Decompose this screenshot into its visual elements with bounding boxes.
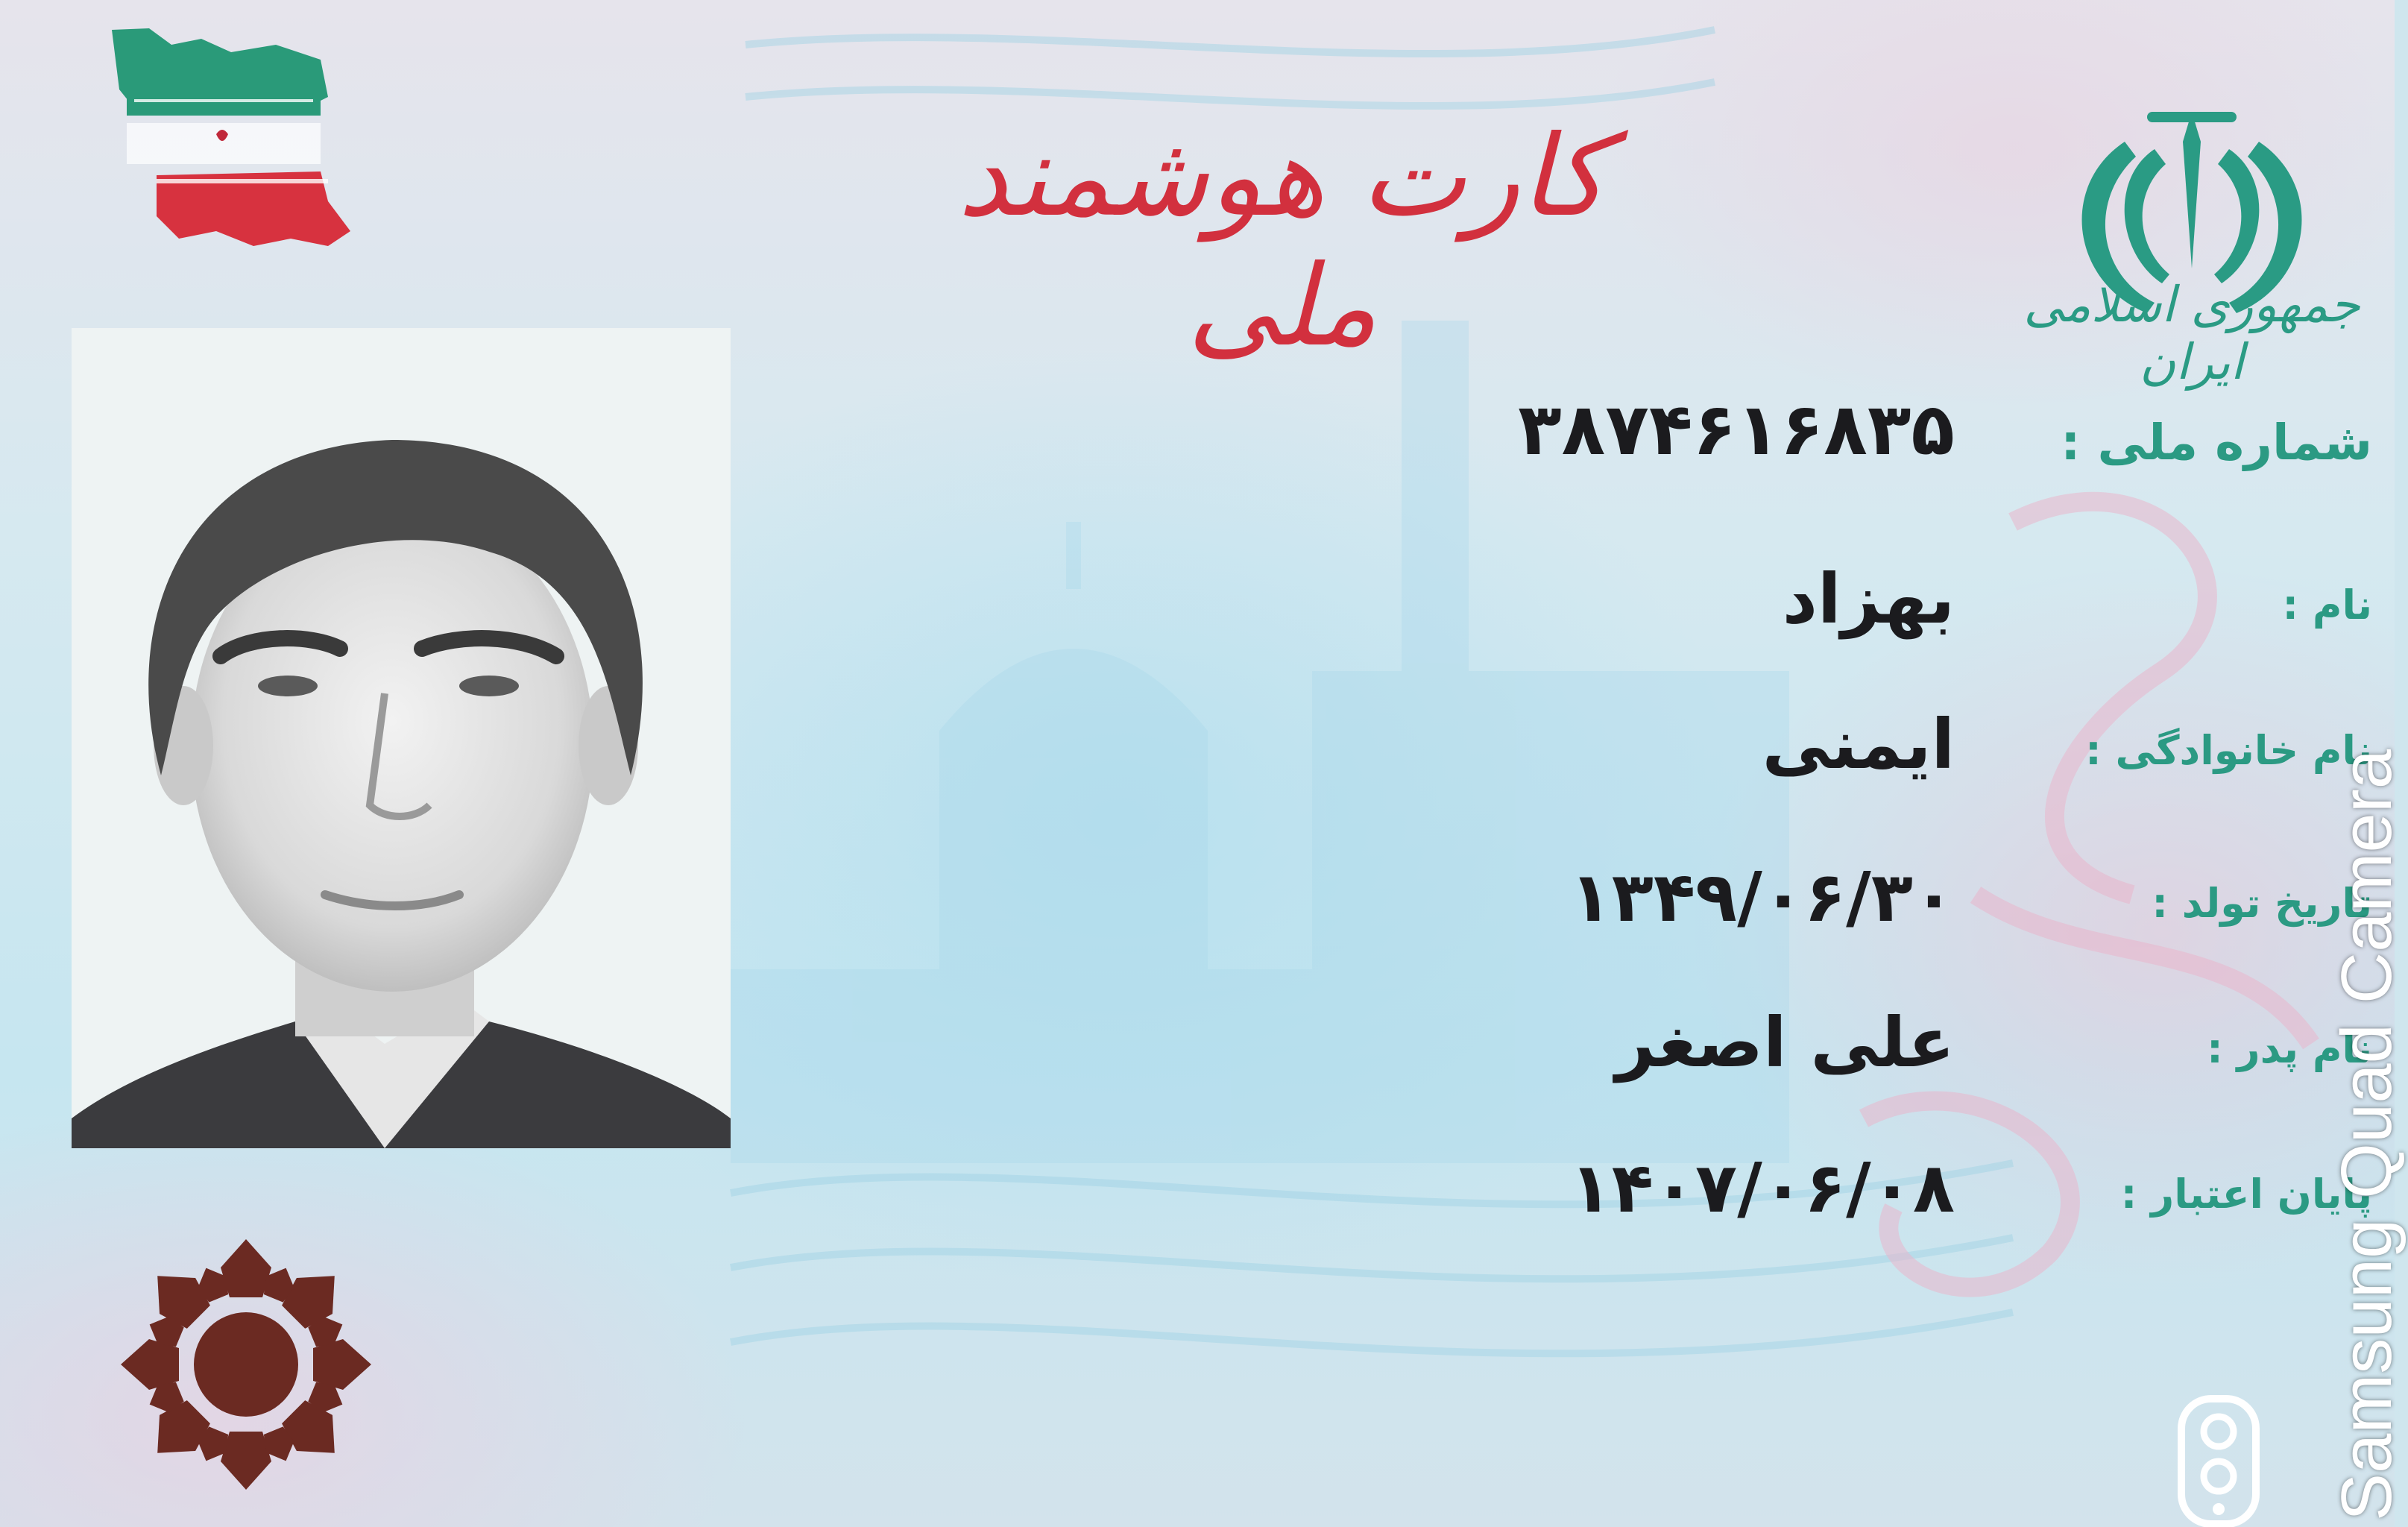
holder-photo xyxy=(72,328,731,1148)
card-title: کارت هوشمند ملی xyxy=(957,112,1607,371)
value-national-id: ۳۸۷۴۶۱۶۸۳۵ xyxy=(1518,388,1955,471)
label-last-name: نام خانوادگی : xyxy=(2085,727,2372,774)
value-expiry-date: ۱۴۰۷/۰۶/۰۸ xyxy=(1569,1148,1955,1228)
label-first-name: نام : xyxy=(2282,582,2372,629)
label-expiry-date: پایان اعتبار : xyxy=(2120,1171,2372,1218)
label-father-name: نام پدر : xyxy=(2207,1025,2372,1072)
value-first-name: بهزاد xyxy=(1782,559,1955,639)
value-last-name: ایمنی xyxy=(1762,705,1955,784)
value-birth-date: ۱۳۴۹/۰۶/۳۰ xyxy=(1569,857,1955,937)
label-national-id: شماره ملی : xyxy=(2061,414,2372,471)
camera-watermark-text: Samsung Quad Camera xyxy=(2327,749,2407,1521)
iran-map-flag-icon xyxy=(104,22,365,268)
rosette-seal-icon xyxy=(104,1223,388,1506)
quad-camera-icon xyxy=(2175,1396,2262,1527)
issuer-caption: جمهوری اسلامی ایران xyxy=(2023,276,2360,391)
label-birth-date: تاریخ تولد : xyxy=(2152,880,2372,927)
value-father-name: علی اصغر xyxy=(1615,1003,1955,1083)
